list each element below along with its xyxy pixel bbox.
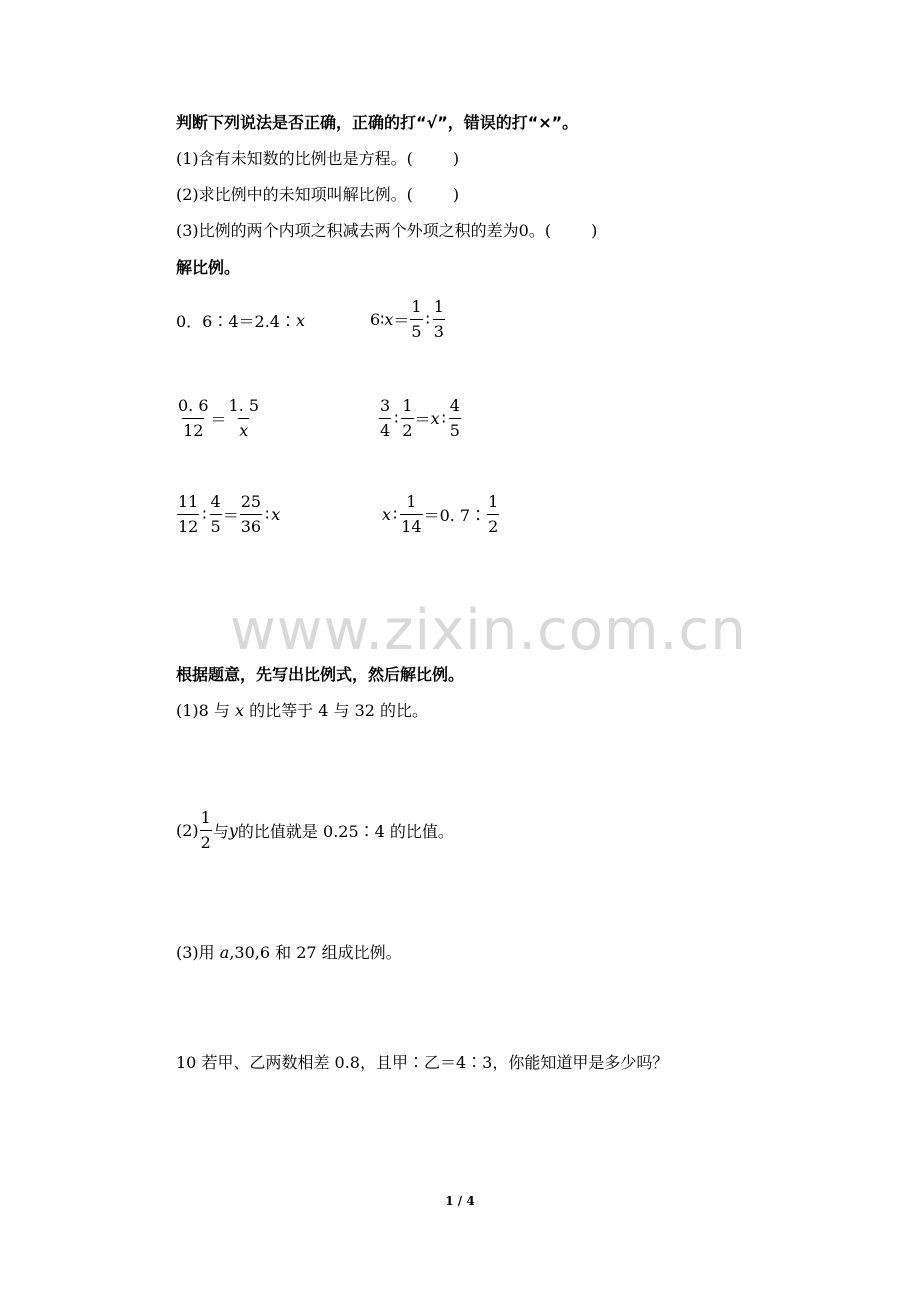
- q1-item-3: [176, 220, 597, 242]
- q3-item-2-fraction: $\frac{1}{2}$: [200, 808, 211, 852]
- eq5-fraction-3: $\frac{25}{36}$: [240, 492, 262, 536]
- eq6-middle: ＝0. 7∶: [423, 506, 487, 525]
- eq5-colon-2: ∶: [265, 505, 270, 524]
- page-number: 1 / 4: [445, 1194, 475, 1208]
- eq4-fraction-1: $\frac{3}{4}$: [380, 396, 391, 440]
- equation-5: [176, 492, 280, 537]
- eq2-fraction-2: $\frac{1}{3}$: [433, 297, 444, 341]
- watermark: www.zixin.com.cn: [230, 598, 747, 663]
- q4-text: 10 若甲、乙两数相差 0.8，且甲∶乙＝4∶3，你能知道甲是多少吗？: [176, 1053, 669, 1072]
- eq3-equals: ＝: [210, 410, 227, 429]
- eq4-colon-2: ∶: [441, 409, 446, 428]
- q3-item-3: (3)用 a,30,6 和 27 组成比例。: [176, 943, 402, 962]
- eq6-var: x: [382, 505, 392, 524]
- q3-item-1: (1)8 与 x 的比等于 4 与 32 的比。: [176, 701, 429, 720]
- q1-item-2: [176, 184, 459, 206]
- eq5-equals: ＝: [222, 506, 239, 525]
- eq2-text: 6∶: [370, 310, 385, 329]
- q1-item-1-close: ): [452, 149, 460, 168]
- q3-item-2: (2) $\frac{1}{2}$ 与 y 的比值就是 0.25∶4 的比值。: [176, 808, 454, 852]
- q1-item-1: [176, 148, 459, 170]
- equation-1: [176, 308, 305, 332]
- eq4-colon-1: ∶: [394, 409, 399, 428]
- equation-3: [176, 396, 261, 441]
- q3-heading: 根据题意，先写出比例式，然后解比例。: [176, 665, 465, 684]
- eq6-fraction-1: $\frac{1}{14}$: [401, 492, 422, 536]
- equation-4: [378, 396, 462, 441]
- eq4-equals: ＝: [414, 410, 431, 429]
- equation-6: [382, 492, 500, 537]
- eq1-text: 0．6∶4＝2.4∶: [176, 311, 296, 331]
- eq5-colon-1: ∶: [202, 505, 207, 524]
- eq6-colon: ∶: [393, 505, 398, 524]
- q1-item-3-close: ): [591, 221, 598, 240]
- eq4-fraction-2: $\frac{1}{2}$: [402, 396, 413, 440]
- equation-2: [370, 297, 446, 342]
- eq1-var: x: [296, 310, 306, 330]
- q1-item-2-text: (2)求比例中的未知项叫解比例。(: [176, 185, 413, 204]
- eq2-equals: ＝: [393, 311, 410, 330]
- q1-heading: 判断下列说法是否正确，正确的打“√”，错误的打“×”。: [176, 113, 579, 132]
- eq5-var: x: [271, 505, 281, 524]
- eq2-var: x: [384, 310, 394, 329]
- q1-item-2-close: ): [452, 185, 460, 204]
- eq4-fraction-3: $\frac{4}{5}$: [449, 396, 460, 440]
- q1-item-1-text: (1)含有未知数的比例也是方程。(: [176, 149, 413, 168]
- q1-item-3-text: (3)比例的两个内项之积减去两个外项之积的差为0。(: [176, 221, 552, 240]
- eq2-colon: ∶: [425, 310, 430, 329]
- eq3-fraction-2: $\frac{1. 5}{x}$: [228, 396, 260, 440]
- eq6-fraction-2: $\frac{1}{2}$: [488, 492, 499, 536]
- eq5-fraction-1: $\frac{11}{12}$: [178, 492, 199, 536]
- eq5-fraction-2: $\frac{4}{5}$: [210, 492, 221, 536]
- q2-heading: 解比例。: [176, 258, 241, 277]
- eq2-fraction-1: $\frac{1}{5}$: [411, 297, 422, 341]
- eq3-fraction-1: $\frac{0. 6}{12}$: [178, 396, 209, 440]
- eq4-var: x: [430, 409, 440, 428]
